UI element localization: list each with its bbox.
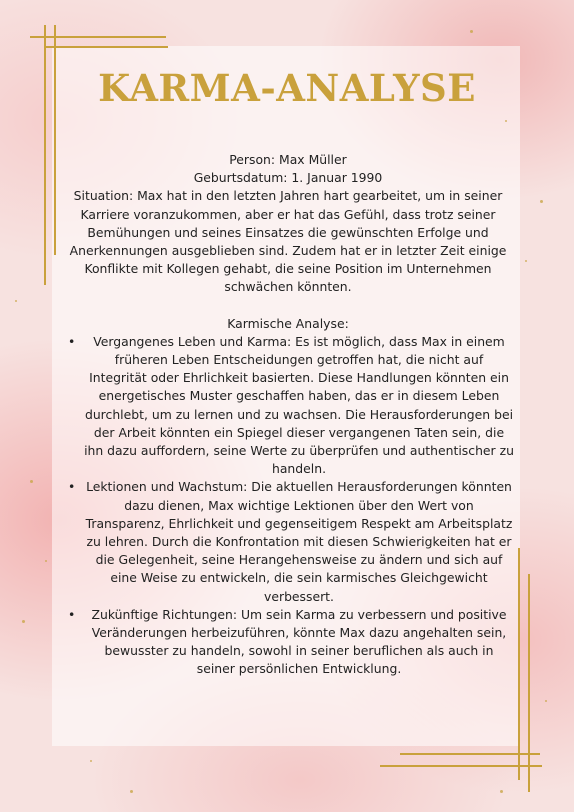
bullet-icon: • [68,606,76,622]
page-title: KARMA-ANALYSE [98,66,476,110]
list-item [62,478,514,605]
list-item-text: Lektionen und Wachstum: Die aktuellen Herausforderungen könnten dazu dienen, Max wichtige Lektionen über den Wert von Transparenz, Ehrlichkeit und gegenseitigem Respekt am Arbeitsplatz zu lehren. Durch die Konfrontation mit diesen Schwierigkeiten hat er die Gelegenheit, seine Herangehensweise zu ändern und sich auf eine Weise zu entwickeln, die sein karmisches Gleichgewicht verbessert. [85,479,513,604]
analysis-list [62,333,514,679]
list-item-text: Vergangenes Leben und Karma: Es ist möglich, dass Max in einem früheren Leben Entscheidungen getroffen hat, die nicht auf Integrität oder Ehrlichkeit basierten. Diese Handlungen könnten ein energetisches Muster geschaffen haben, das er in diesem Leben durchlebt, um zu lernen und zu wachsen. Die Herausforderungen bei der Arbeit könnten ein Spiegel dieser vergangenen Taten sein, die ihn dazu auffordern, seine Werte zu überprüfen und authentischer zu handeln. [84,333,514,477]
analysis-heading: Karmische Analyse: [227,315,349,331]
list-item [62,606,514,679]
person-line: Person: Max Müller [229,152,347,167]
list-item-text: Zukünftige Richtungen: Um sein Karma zu verbessern und positive Veränderungen herbeizuführen, könnte Max dazu angehalten sein, bewusster zu handeln, sowohl in seiner beruflichen als auch in seiner persönlichen Entwicklung. [91,606,507,677]
bullet-icon: • [68,333,76,349]
situation-paragraph: Situation: Max hat in den letzten Jahren hart gearbeitet, um in seiner Karriere voranzukommen, aber er hat das Gefühl, dass trotz seiner Bemühungen und seines Einsatzes die gewünschten Erfolge und Anerkennungen ausgeblieben sind. Zudem hat er in letzter Zeit einige Konflikte mit Kollegen gehabt, die seine Position im Unternehmen schwächen könnten. [69,188,507,295]
birthdate-line: Geburtsdatum: 1. Januar 1990 [193,170,383,186]
list-item [62,333,514,479]
bullet-icon: • [68,479,76,495]
document-body [62,151,514,679]
